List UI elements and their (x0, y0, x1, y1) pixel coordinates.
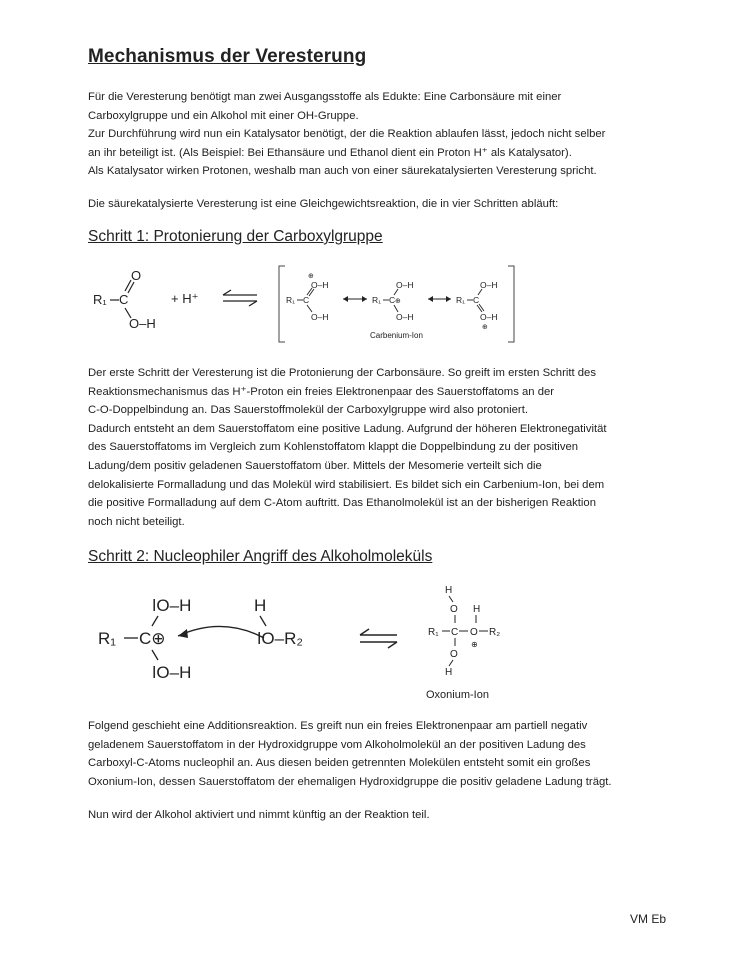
carbon-small-label: C (303, 295, 310, 305)
step1-heading: Schritt 1: Protonierung der Carboxylgruppe (88, 228, 383, 245)
mesomer-3 (456, 280, 497, 331)
resonance-arrow-2 (428, 296, 451, 302)
page-title: Mechanismus der Veresterung (88, 46, 367, 67)
intro-paragraph (88, 88, 688, 181)
intro-line: Carboxylgruppe und ein Alkohol mit einer OH-Gruppe. (88, 109, 359, 122)
oh-top-small: O–H (311, 280, 329, 290)
intro-line: Zur Durchführung wird nun ein Katalysator benötigt, der die Reaktion ablaufen lässt, jedoch nicht selber (88, 128, 606, 141)
r2-small-label: R₂ (489, 627, 501, 638)
step1-line: Dadurch entsteht an dem Sauerstoffatom eine positive Ladung. Aufgrund der höheren Elektronegativität (88, 422, 607, 435)
step1-reaction-diagram (85, 262, 525, 350)
bracket-left (279, 266, 285, 342)
hydroxyl-label: O–H (129, 316, 156, 331)
oxonium-ion-structure (426, 585, 500, 701)
step2-line: Oxonium-Ion, dessen Sauerstoffatom der ehemaligen Hydroxidgruppe die positiv geladene Ladung trägt. (88, 775, 612, 788)
alcohol-structure (254, 596, 303, 648)
mesomer-2 (370, 280, 423, 340)
step1-line: noch nicht beteiligt. (88, 515, 185, 528)
mesomer-1 (286, 273, 328, 322)
h-oxonium-label: H (473, 604, 481, 615)
step1-line: des Sauerstoffatoms im Vergleich zum Kohlenstoffatom klappt die Doppelbindung zu der positiven (88, 441, 579, 454)
nucleophilic-attack-arrow (178, 626, 264, 638)
carbon-small-label: C (451, 627, 459, 638)
equilibrium-arrow (360, 629, 397, 648)
plus-charge: ⊕ (482, 324, 488, 331)
r1-small-label: R₁ (456, 295, 466, 305)
intro2-paragraph (88, 195, 688, 214)
oxygen-top-label: O (131, 268, 142, 283)
oh-top-label: ǀO–H (152, 596, 192, 615)
step2-line: Carboxyl-C-Atoms nucleophil an. Aus diesen beiden getrennten Molekülen entsteht somit ein großes (88, 757, 591, 770)
carbon-small-label: C (389, 295, 396, 305)
o-top-label: O (450, 604, 458, 615)
r1-label: R₁ (93, 292, 107, 307)
step1-line: Ladung/dem positiv geladenen Sauerstoffatom über. Mittels der Mesomerie verteilt sich die (88, 459, 542, 472)
step1-line: die positive Formalladung auf dem C-Atom auftritt. Das Ethanolmolekül ist an der bisherigen Reaktion (88, 497, 596, 510)
step2-reaction-diagram (92, 580, 532, 705)
r1-small-label: R₁ (286, 295, 296, 305)
oxonium-ion-label: Oxonium-Ion (426, 689, 489, 701)
carbon-plus-label: C⊕ (139, 629, 166, 648)
alcohol-o-r2-label: ǀO–R₂ (257, 629, 303, 648)
carbon-label: C (119, 292, 129, 307)
step1-line: delokalisierte Formalladung und das Molekül wird stabilisiert. Es bildet sich ein Carbenium-Ion, bei dem (88, 478, 605, 491)
o-bottom-label: O (450, 649, 458, 660)
resonance-arrow-1 (343, 296, 367, 302)
oh-top-small: O–H (480, 280, 498, 290)
carbon-small-label: C (473, 295, 480, 305)
oh-bottom-small: O–H (311, 312, 329, 322)
plus-charge: ⊕ (308, 273, 314, 280)
oh-top-small: O–H (396, 280, 414, 290)
step1-line: Reaktionsmechanismus das H⁺-Proton ein freies Elektronenpaar des Sauerstoffatoms an der (88, 385, 555, 398)
r1-small-label: R₁ (372, 295, 382, 305)
step2-line: geladenem Sauerstoffatom in der Hydroxidgruppe vom Alkoholmolekül an der positiven Ladung des (88, 738, 586, 751)
oh-bottom-label: ǀO–H (152, 663, 192, 682)
carboxylic-acid-structure (93, 268, 156, 331)
equilibrium-arrow (223, 290, 257, 306)
footer-initials: VM Eb (630, 912, 667, 926)
step1-line: Der erste Schritt der Veresterung ist die Protonierung der Carbonsäure. So greift im ersten Schritt des (88, 367, 596, 379)
o-mid-label: O (470, 627, 478, 638)
step2-paragraph (88, 717, 688, 791)
carbenium-ion-structure (98, 596, 191, 682)
h-top-label: H (445, 585, 453, 596)
h-bottom-label: H (445, 667, 453, 678)
alcohol-h-label: H (254, 596, 267, 615)
carbenium-ion-label: Carbenium-Ion (370, 331, 423, 340)
oh-bottom-small: O–H (480, 312, 498, 322)
plus-charge: ⊕ (471, 640, 478, 649)
r1-small-label: R₁ (428, 627, 439, 638)
intro-line: Als Katalysator wirken Protonen, weshalb man auch von einer säurekatalysierten Veresterung spricht. (88, 165, 597, 178)
intro-line: an ihr beteiligt ist. (Als Beispiel: Bei Ethansäure und Ethanol dient ein Proton H⁺ als Katalysator). (88, 146, 572, 159)
step2-line: Nun wird der Alkohol aktiviert und nimmt künftig an der Reaktion teil. (88, 809, 430, 821)
step1-paragraph (88, 364, 688, 531)
plus-charge: ⊕ (395, 298, 401, 305)
bracket-right (508, 266, 514, 342)
plus-proton-label: + H⁺ (171, 291, 199, 306)
intro2-line: Die säurekatalysierte Veresterung ist eine Gleichgewichtsreaktion, die in vier Schritten abläuft: (88, 198, 559, 210)
intro-line: Für die Veresterung benötigt man zwei Ausgangsstoffe als Edukte: Eine Carbonsäure mit einer (88, 91, 562, 103)
step1-line: C-O-Doppelbindung an. Das Sauerstoffmolekül der Carboxylgruppe wird also protoniert. (88, 404, 528, 417)
oh-bottom-small: O–H (396, 312, 414, 322)
step2-line: Folgend geschieht eine Additionsreaktion. Es greift nun ein freies Elektronenpaar am partiell negativ (88, 720, 588, 732)
step2-paragraph-2 (88, 806, 688, 825)
step2-heading: Schritt 2: Nucleophiler Angriff des Alkoholmoleküls (88, 548, 433, 565)
r1-label: R₁ (98, 629, 117, 648)
